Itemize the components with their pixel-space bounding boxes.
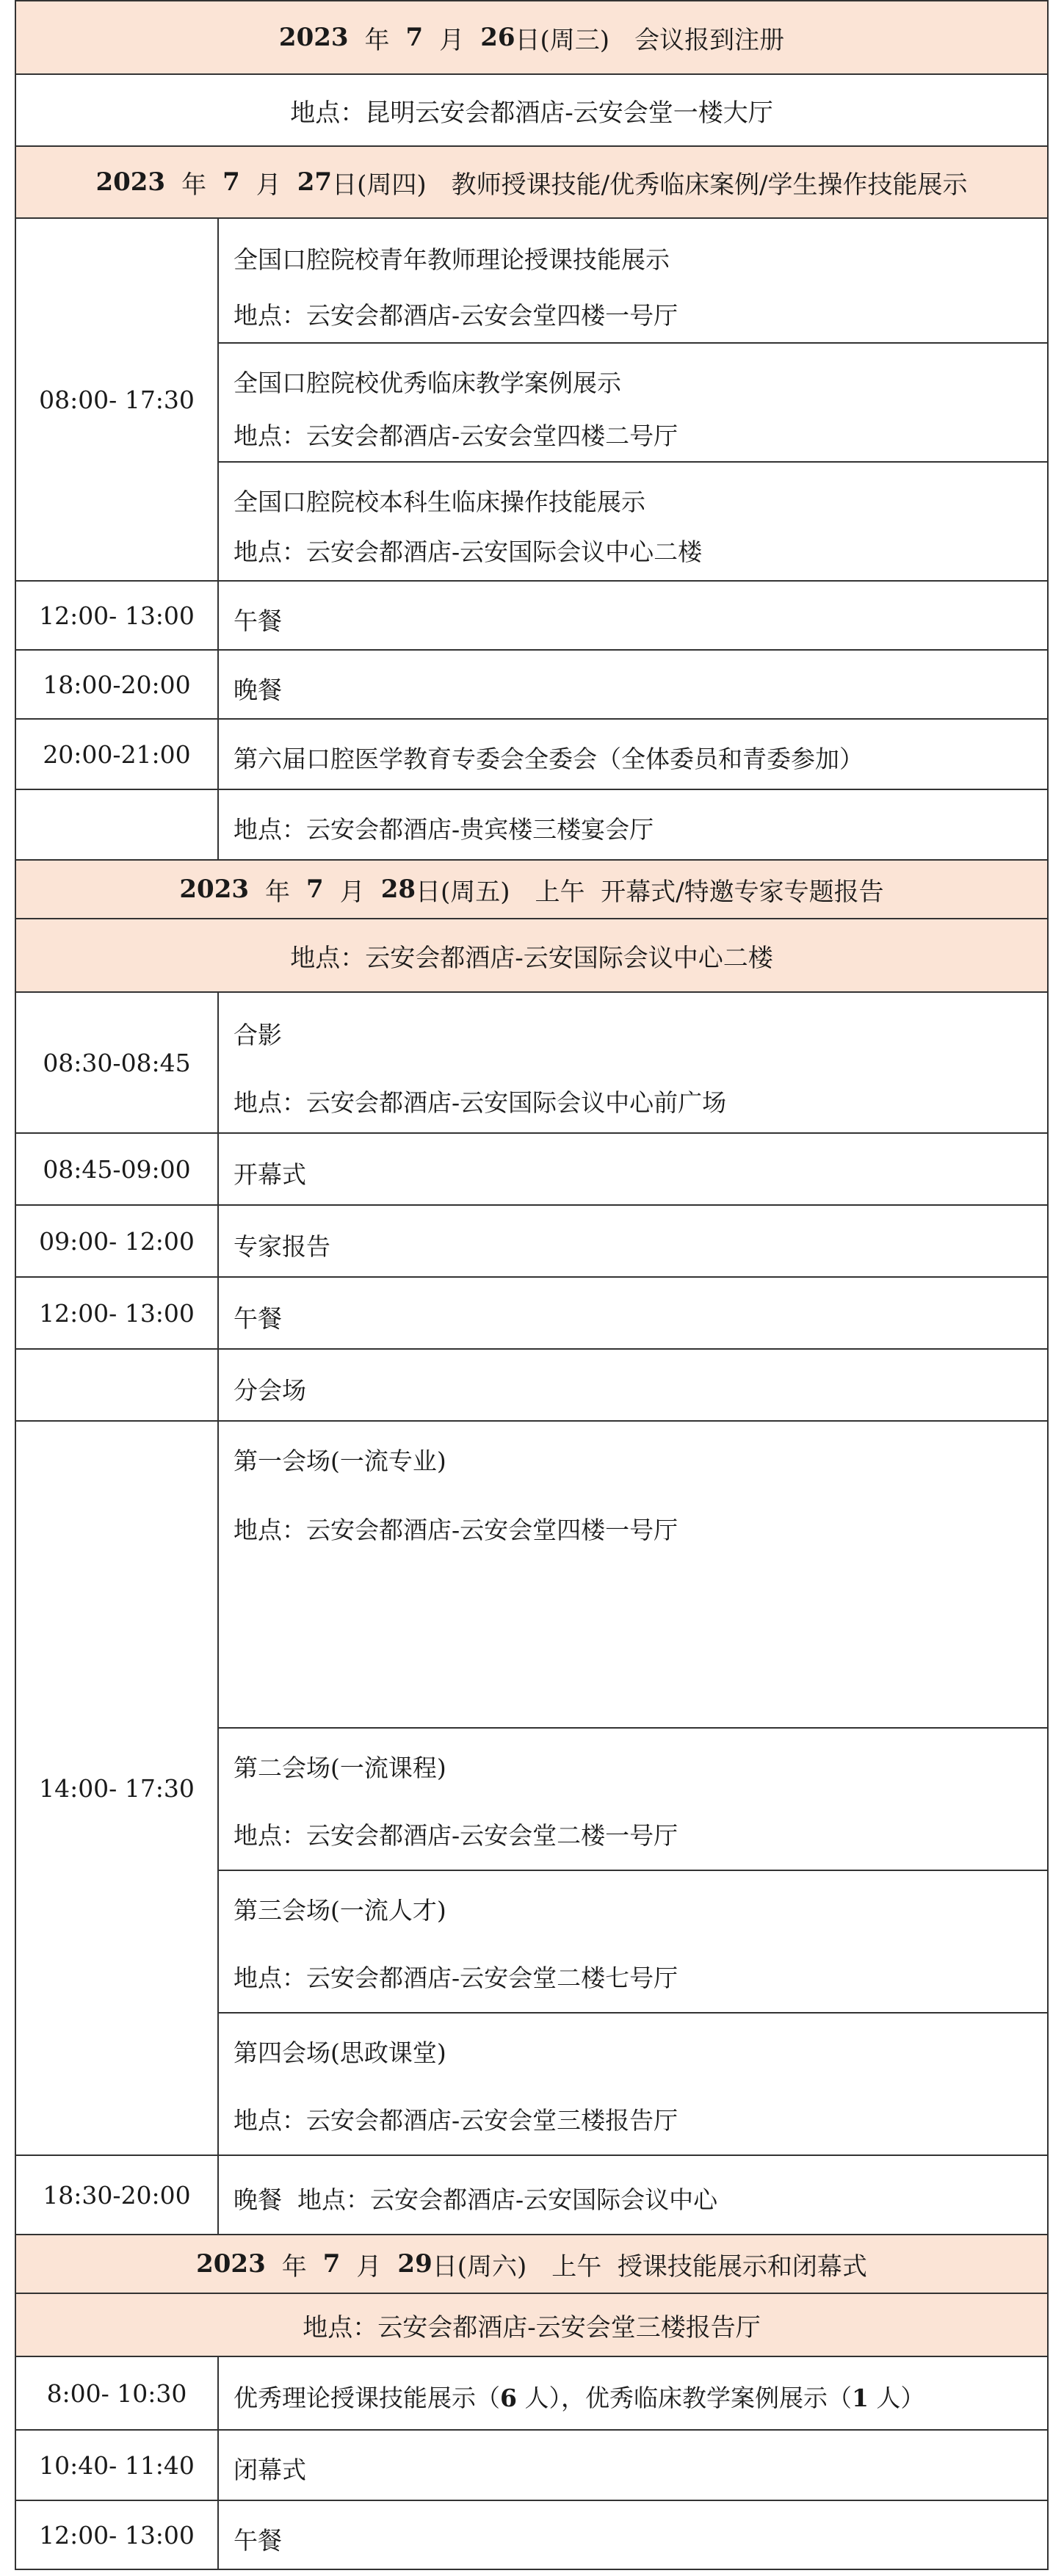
day2-meeting-text: 第六届口腔医学教育专委会全委会（全体委员和青委参加） xyxy=(234,745,864,773)
day3-weekday: 日(周五) xyxy=(416,877,510,907)
day4-show-part-a: 优秀理论授课技能展示（ xyxy=(234,2384,500,2412)
day4-closing xyxy=(217,2429,1049,2501)
day4-show-count-a: 6 xyxy=(500,2384,517,2412)
day3-location xyxy=(15,918,1049,993)
day3-session-2 xyxy=(217,1727,1049,1871)
day2-time-cell xyxy=(15,217,219,582)
day4-day: 29 xyxy=(397,2249,433,2279)
day3-year: 2023 xyxy=(179,875,250,904)
day3-photo-time xyxy=(15,991,219,1134)
day4-show-part-c: 人） xyxy=(868,2384,925,2412)
day4-lunch-time-text: 12:00- 13:00 xyxy=(39,2520,195,2550)
day3-lunch xyxy=(217,1276,1049,1350)
schedule-table xyxy=(15,0,1049,2570)
day3-day: 28 xyxy=(380,875,416,904)
day3-opening xyxy=(217,1132,1049,1206)
day2-item-3-title: 全国口腔院校本科生临床操作技能展示 xyxy=(234,488,645,516)
day2-item-1 xyxy=(217,217,1049,344)
day3-report xyxy=(217,1204,1049,1278)
day3-title: 上午 开幕式/特邀专家专题报告 xyxy=(535,877,884,907)
day2-dinner-time xyxy=(15,649,219,720)
day1-location xyxy=(15,73,1049,147)
day4-show-time-text: 8:00- 10:30 xyxy=(46,2378,187,2408)
day3-branch xyxy=(217,1348,1049,1422)
day1-day: 26 xyxy=(480,23,515,52)
day1-header: 2023 年 7 月 26 日(周三) 会议报到注册 xyxy=(15,0,1049,75)
day3-session-4 xyxy=(217,2012,1049,2156)
day1-title: 会议报到注册 xyxy=(634,25,785,55)
day4-closing-text: 闭幕式 xyxy=(234,2456,306,2484)
day3-photo-location: 地点：云安会都酒店-云安国际会议中心前广场 xyxy=(234,1088,727,1117)
day4-year: 2023 xyxy=(196,2249,266,2279)
day2-item-3-location: 地点：云安会都酒店-云安国际会议中心二楼 xyxy=(234,538,703,566)
day3-location-text: 地点：云安会都酒店-云安国际会议中心二楼 xyxy=(290,943,773,973)
day3-dinner-time xyxy=(15,2154,219,2235)
day3-lunch-time-text: 12:00- 13:00 xyxy=(39,1298,195,1328)
day3-dinner xyxy=(217,2154,1049,2235)
day3-session-1-location: 地点：云安会都酒店-云安会堂四楼一号厅 xyxy=(234,1516,678,1544)
day3-opening-time xyxy=(15,1132,219,1206)
day2-item-3 xyxy=(217,461,1049,582)
day3-report-time-text: 09:00- 12:00 xyxy=(39,1226,195,1256)
day2-dinner-text: 晚餐 xyxy=(234,676,282,704)
day3-dinner-time-text: 18:30-20:00 xyxy=(43,2180,191,2210)
day3-photo-title: 合影 xyxy=(234,1021,282,1049)
day4-lunch-time xyxy=(15,2500,219,2570)
day2-item-1-title: 全国口腔院校青年教师理论授课技能展示 xyxy=(234,245,670,274)
day3-sessions-time-text: 14:00- 17:30 xyxy=(39,1773,195,1803)
day2-empty-time xyxy=(15,789,219,861)
day4-header: 2023 年 7 月 29 日(周六) 上午 授课技能展示和闭幕式 xyxy=(15,2234,1049,2294)
day2-meeting-time-text: 20:00-21:00 xyxy=(43,739,191,769)
day2-item-1-location: 地点：云安会都酒店-云安会堂四楼一号厅 xyxy=(234,301,678,330)
day3-branch-time xyxy=(15,1348,219,1422)
day2-meeting-time xyxy=(15,718,219,790)
day3-session-1-title: 第一会场(一流专业) xyxy=(234,1447,446,1475)
day3-opening-text: 开幕式 xyxy=(234,1160,306,1189)
day4-lunch xyxy=(217,2500,1049,2570)
day2-item-2-title: 全国口腔院校优秀临床教学案例展示 xyxy=(234,369,621,397)
day2-lunch-time-text: 12:00- 13:00 xyxy=(39,601,195,630)
day1-year: 2023 xyxy=(278,23,349,52)
day2-time: 08:00- 17:30 xyxy=(39,385,195,414)
day2-lunch xyxy=(217,580,1049,651)
day4-lunch-text: 午餐 xyxy=(234,2526,282,2555)
day4-show-time xyxy=(15,2356,219,2431)
day3-session-2-title: 第二会场(一流课程) xyxy=(234,1754,446,1782)
day4-show-count-b: 1 xyxy=(851,2384,869,2412)
day3-session-4-title: 第四会场(思政课堂) xyxy=(234,2038,446,2067)
day4-show-part-b: 人），优秀临床教学案例展示（ xyxy=(516,2384,852,2412)
day4-title: 上午 授课技能展示和闭幕式 xyxy=(551,2251,867,2282)
day3-photo xyxy=(217,991,1049,1134)
day3-dinner-text: 晚餐 地点：云安会都酒店-云安国际会议中心 xyxy=(234,2185,718,2214)
day3-lunch-text: 午餐 xyxy=(234,1304,282,1333)
day2-meeting-location-text: 地点：云安会都酒店-贵宾楼三楼宴会厅 xyxy=(234,815,654,844)
day3-session-2-location: 地点：云安会都酒店-云安会堂二楼一号厅 xyxy=(234,1821,678,1850)
day3-branch-text: 分会场 xyxy=(234,1376,306,1405)
day1-location-text: 地点：昆明云安会都酒店-云安会堂一楼大厅 xyxy=(290,98,773,128)
day2-item-2-location: 地点：云安会都酒店-云安会堂四楼二号厅 xyxy=(234,422,678,450)
day3-opening-time-text: 08:45-09:00 xyxy=(43,1154,191,1184)
day3-sessions-time xyxy=(15,1420,219,2156)
day2-title: 教师授课技能/优秀临床案例/学生操作技能展示 xyxy=(451,170,968,200)
day3-header: 2023 年 7 月 28 日(周五) 上午 开幕式/特邀专家专题报告 xyxy=(15,859,1049,919)
day3-session-3-location: 地点：云安会都酒店-云安会堂二楼七号厅 xyxy=(234,1964,678,1992)
day4-show-text xyxy=(234,2379,924,2414)
day2-day: 27 xyxy=(297,167,333,197)
day1-weekday: 日(周三) xyxy=(515,25,610,55)
day4-closing-time-text: 10:40- 11:40 xyxy=(39,2450,195,2480)
day4-month: 7 xyxy=(322,2249,341,2279)
day2-month: 7 xyxy=(222,167,240,197)
day2-lunch-time xyxy=(15,580,219,651)
day2-year: 2023 xyxy=(95,167,166,197)
day2-item-2 xyxy=(217,342,1049,463)
day3-report-text: 专家报告 xyxy=(234,1232,330,1261)
day3-session-3 xyxy=(217,1870,1049,2014)
day4-weekday: 日(周六) xyxy=(432,2251,527,2282)
day2-meeting xyxy=(217,718,1049,790)
day3-month: 7 xyxy=(306,875,324,904)
day3-report-time xyxy=(15,1204,219,1278)
day4-location xyxy=(15,2293,1049,2357)
day2-weekday: 日(周四) xyxy=(332,170,427,200)
day2-lunch-text: 午餐 xyxy=(234,607,282,635)
day2-meeting-location xyxy=(217,789,1049,861)
day3-lunch-time xyxy=(15,1276,219,1350)
day2-dinner-time-text: 18:00-20:00 xyxy=(43,670,191,699)
day1-month: 7 xyxy=(405,23,424,52)
day3-session-4-location: 地点：云安会都酒店-云安会堂三楼报告厅 xyxy=(234,2106,678,2135)
day4-show xyxy=(217,2356,1049,2431)
day3-photo-time-text: 08:30-08:45 xyxy=(43,1048,191,1077)
day4-closing-time xyxy=(15,2429,219,2501)
day4-location-text: 地点：云安会都酒店-云安会堂三楼报告厅 xyxy=(303,2312,761,2342)
day3-session-1 xyxy=(217,1420,1049,1729)
day2-header: 2023 年 7 月 27 日(周四) 教师授课技能/优秀临床案例/学生操作技能展示 xyxy=(15,145,1049,219)
day2-dinner xyxy=(217,649,1049,720)
day3-session-3-title: 第三会场(一流人才) xyxy=(234,1896,446,1925)
